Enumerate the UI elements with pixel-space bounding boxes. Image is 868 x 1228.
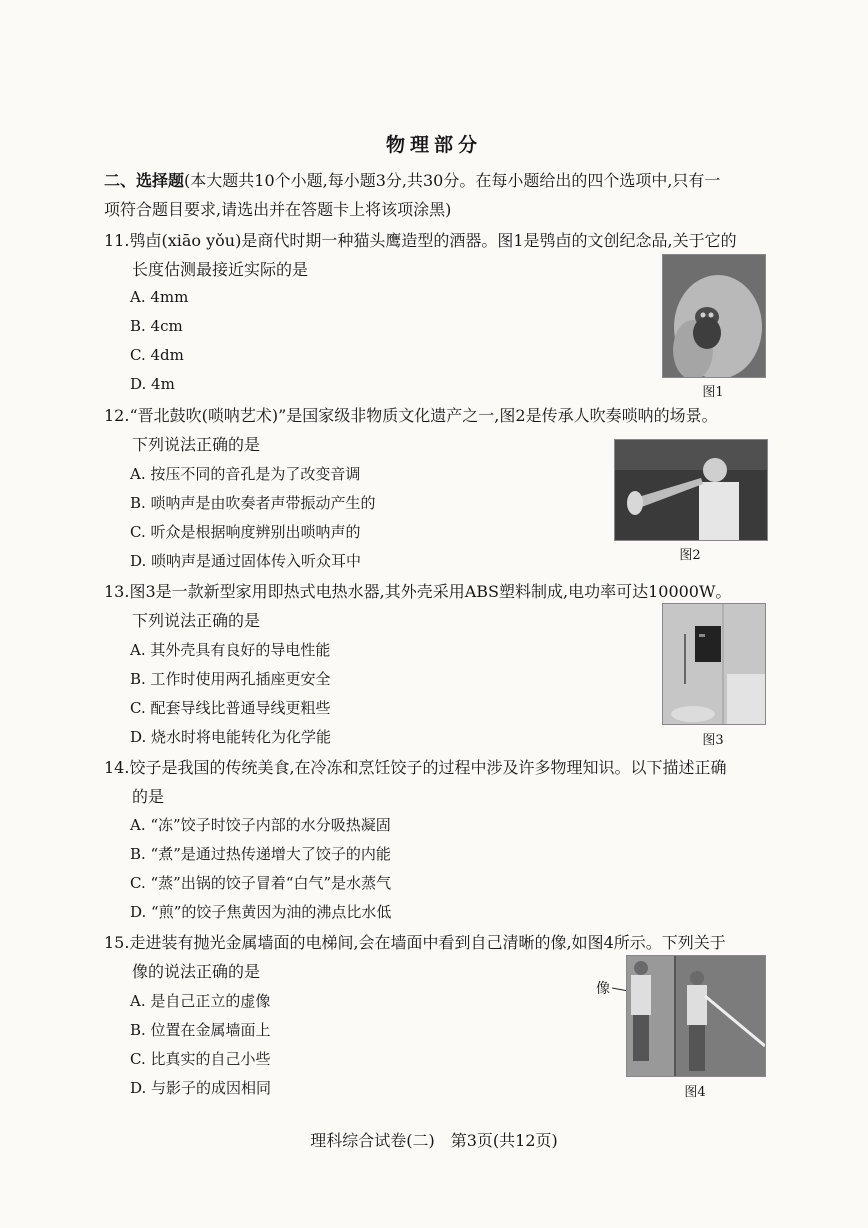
option-d: D. “煎”的饺子焦黄因为油的沸点比水低 [130, 903, 392, 921]
section-instruction-line1: 二、选择题(本大题共10个小题,每小题3分,共30分。在每小题给出的四个选项中,只有一 [104, 171, 721, 190]
option-c: C. 听众是根据响度辨别出唢呐声的 [130, 523, 361, 541]
option-b: B. 唢呐声是由吹奏者声带振动产生的 [130, 494, 376, 512]
page-title: 物理部分 [385, 134, 482, 156]
question-stem: 14.饺子是我国的传统美食,在冷冻和烹饪饺子的过程中涉及许多物理知识。以下描述正确 [104, 753, 772, 782]
option-c: C. 配套导线比普通导线更粗些 [130, 699, 331, 717]
figure-4-photo [626, 955, 766, 1077]
option-c: C. 4dm [130, 346, 184, 364]
option-a: A. “冻”饺子时饺子内部的水分吸热凝固 [130, 816, 391, 834]
elevator-mirror-image [627, 956, 765, 1076]
page-footer: 理科综合试卷(二) 第3页(共12页) [310, 1131, 558, 1150]
option-a: A. 是自己正立的虚像 [130, 992, 271, 1010]
option-b: B. 4cm [130, 317, 183, 335]
question-stem: 13.图3是一款新型家用即热式电热水器,其外壳采用ABS塑料制成,电功率可达10000W。 [104, 577, 772, 606]
water-heater-image [663, 604, 765, 724]
question-stem-continued: 长度估测最接近实际的是 [132, 260, 309, 279]
image-annotation-label: 像 [596, 981, 610, 997]
question-stem-continued: 下列说法正确的是 [132, 611, 261, 630]
question-stem-continued: 下列说法正确的是 [132, 435, 261, 454]
figure-3-label: 图3 [702, 733, 724, 748]
figure-3-photo [662, 603, 766, 725]
question-number: 11. [104, 231, 130, 250]
question-stem: 15.走进装有抛光金属墙面的电梯间,会在墙面中看到自己清晰的像,如图4所示。下列关于 [104, 928, 772, 957]
question-stem-continued: 像的说法正确的是 [132, 962, 261, 981]
option-d: D. 唢呐声是通过固体传入听众耳中 [130, 552, 362, 570]
option-a: A. 4mm [130, 288, 189, 306]
section-instruction-line2: 项符合题目要求,请选出并在答题卡上将该项涂黑) [104, 200, 452, 219]
section-heading: 二、选择题 [104, 171, 185, 190]
option-a: A. 按压不同的音孔是为了改变音调 [130, 465, 361, 483]
option-b: B. “煮”是通过热传递增大了饺子的内能 [130, 845, 391, 863]
section-header [104, 166, 774, 224]
figure-2-photo [614, 439, 768, 541]
question-number: 15. [104, 933, 130, 952]
option-b: B. 工作时使用两孔插座更安全 [130, 670, 331, 688]
figure-1-photo [662, 254, 766, 378]
question-stem: 12.“晋北鼓吹(唢呐艺术)”是国家级非物质文化遗产之一,图2是传承人吹奏唢呐的场景。 [104, 401, 772, 430]
question-stem-continued: 的是 [132, 787, 165, 806]
option-d: D. 与影子的成因相同 [130, 1079, 272, 1097]
option-a: A. 其外壳具有良好的导电性能 [130, 641, 331, 659]
question-14 [104, 753, 800, 811]
question-number: 14. [104, 758, 130, 777]
question-number: 12. [104, 406, 130, 425]
figure-2-label: 图2 [679, 548, 701, 563]
figure-4-label: 图4 [684, 1085, 706, 1100]
option-c: C. 比真实的自己小些 [130, 1050, 271, 1068]
question-stem: 11.鸮卣(xiāo yǒu)是商代时期一种猫头鹰造型的酒器。图1是鸮卣的文创纪念品,关于它的 [104, 226, 772, 255]
option-d: D. 烧水时将电能转化为化学能 [130, 728, 332, 746]
option-b: B. 位置在金属墙面上 [130, 1021, 271, 1039]
suona-player-image [615, 440, 767, 540]
option-c: C. “蒸”出锅的饺子冒着“白气”是水蒸气 [130, 874, 392, 892]
figure-1-label: 图1 [702, 385, 724, 400]
option-d: D. 4m [130, 375, 175, 393]
question-number: 13. [104, 582, 130, 601]
owl-vessel-in-hand-image [663, 255, 765, 377]
